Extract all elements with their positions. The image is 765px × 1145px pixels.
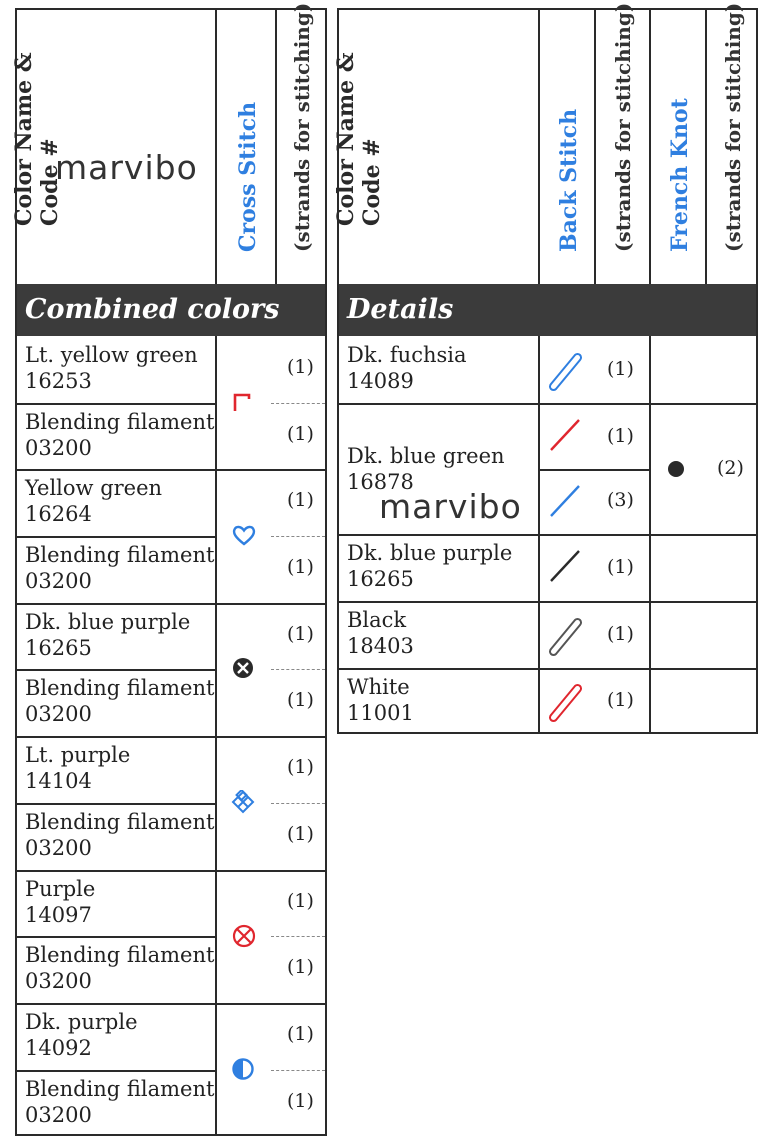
strand-count: (1) — [287, 1089, 314, 1112]
combined-color-row — [17, 736, 325, 869]
strand-count: (1) — [607, 555, 634, 578]
section-combined-colors: Combined colors — [17, 284, 325, 336]
color-name: Blending filament — [25, 409, 215, 434]
circle-x-filled-icon — [231, 656, 255, 684]
header-strands — [277, 2, 325, 284]
strand-count: (1) — [607, 425, 634, 447]
color-name: 03200 — [25, 702, 92, 727]
half-divider — [17, 669, 217, 671]
color-name: Blending filament — [25, 943, 215, 968]
color-name: Dk. blue purple — [347, 541, 513, 565]
color-name: 14104 — [25, 769, 92, 794]
color-name: Purple — [25, 876, 96, 901]
color-name: Lt. purple — [25, 743, 131, 768]
row-divider — [17, 1003, 325, 1005]
color-name: Dk. purple — [25, 1010, 138, 1034]
strand-count: (1) — [287, 422, 314, 445]
strand-count: (1) — [287, 822, 314, 845]
header-strands-back — [596, 2, 651, 284]
column-divider — [215, 469, 217, 602]
color-code: 14089 — [347, 369, 414, 393]
detail-row — [339, 534, 758, 601]
row-divider — [339, 403, 758, 405]
header-color-name — [11, 10, 217, 284]
color-name: 03200 — [25, 969, 92, 994]
knot-strand-count: (2) — [717, 456, 744, 479]
row-divider — [339, 534, 758, 536]
header-color-name-right — [333, 10, 540, 284]
header-french-knot — [651, 10, 707, 284]
circle-x-icon — [231, 923, 257, 953]
color-name: Dk. blue purple — [25, 609, 191, 634]
column-divider — [215, 736, 217, 869]
color-name: Blending filament — [25, 1076, 215, 1101]
color-name: Yellow green — [25, 476, 163, 501]
blue-line-icon — [545, 481, 585, 525]
strand-divider — [271, 536, 325, 537]
color-name: 03200 — [25, 435, 92, 460]
strand-count: (1) — [287, 889, 314, 912]
header-cross-stitch — [217, 10, 277, 284]
dot-icon — [666, 459, 686, 483]
column-divider — [538, 534, 540, 601]
strand-count: (1) — [607, 357, 634, 380]
double-line-blue-icon — [545, 348, 585, 396]
column-divider — [538, 336, 540, 403]
column-divider — [215, 336, 217, 469]
half-divider — [17, 403, 217, 405]
row-divider — [339, 601, 758, 603]
column-divider — [649, 403, 651, 534]
color-name: 16253 — [25, 369, 92, 393]
combined-color-row — [17, 469, 325, 602]
header-strands-back-label: (strands for stitching) — [611, 2, 635, 252]
color-name: 14092 — [25, 1036, 92, 1060]
column-divider — [215, 1003, 217, 1136]
watermark: marvibo — [379, 487, 522, 526]
strand-count: (1) — [287, 489, 314, 512]
header-color-name-line1: Color Name & — [11, 52, 37, 226]
strand-count: (1) — [287, 556, 314, 579]
half-divider — [17, 936, 217, 938]
strand-count: (1) — [287, 756, 314, 779]
red-line-icon — [545, 415, 585, 459]
half-divider — [17, 1070, 217, 1072]
color-name: 16265 — [25, 635, 92, 660]
header-strands-knot — [707, 2, 758, 284]
details-table — [333, 2, 758, 734]
strand-count: (1) — [287, 1023, 314, 1045]
black-line-icon — [545, 546, 585, 590]
column-divider — [215, 603, 217, 736]
color-name: Blending filament — [25, 543, 215, 568]
watermark: marvibo — [55, 148, 198, 187]
color-name: Dk. fuchsia — [347, 343, 467, 367]
color-code: 16878 — [347, 470, 414, 494]
header-code-line2: Code # — [37, 138, 63, 226]
header-back-stitch — [540, 10, 596, 284]
row-divider — [17, 870, 325, 872]
double-line-gray-icon — [545, 613, 585, 661]
header-french-knot-label: French Knot — [667, 98, 693, 252]
half-divider — [538, 469, 649, 471]
color-name: Blending filament — [25, 809, 215, 834]
color-name: 03200 — [25, 1102, 92, 1127]
color-name: 03200 — [25, 835, 92, 860]
color-name: 16264 — [25, 502, 92, 527]
color-name: Dk. blue green — [347, 444, 505, 468]
color-code: 16265 — [347, 567, 414, 591]
strand-count: (1) — [287, 689, 314, 712]
column-divider — [649, 668, 651, 734]
combined-color-row — [17, 870, 325, 1003]
combined-color-row — [17, 1003, 325, 1136]
row-divider — [339, 668, 758, 670]
detail-row — [339, 403, 758, 534]
strand-count: (3) — [607, 488, 634, 511]
combined-color-row — [17, 336, 325, 469]
diamond-cross-icon — [231, 790, 255, 818]
detail-row — [339, 336, 758, 403]
strand-count: (1) — [287, 622, 314, 645]
column-divider — [215, 870, 217, 1003]
strand-divider — [271, 403, 325, 404]
color-name: Blending filament — [25, 676, 215, 701]
header-code-right-line2: Code # — [359, 138, 385, 226]
header-color-name-right-line1: Color Name & — [333, 52, 359, 226]
strand-count: (1) — [607, 622, 634, 645]
detail-row — [339, 601, 758, 668]
color-name: 03200 — [25, 569, 92, 594]
strand-count: (1) — [607, 689, 634, 711]
combined-colors-table — [11, 2, 327, 1136]
strand-divider — [271, 936, 325, 937]
header-strands-label: (strands for stitching) — [290, 2, 314, 252]
strand-count: (1) — [287, 356, 314, 378]
double-line-red-icon — [545, 679, 585, 727]
detail-row — [339, 668, 758, 734]
column-divider — [538, 668, 540, 734]
half-divider — [17, 536, 217, 538]
header-back-stitch-label: Back Stitch — [556, 108, 582, 252]
color-name: Lt. yellow green — [25, 343, 198, 367]
color-code: 11001 — [347, 701, 414, 725]
row-divider — [17, 469, 325, 471]
color-name: Black — [347, 608, 407, 632]
combined-color-row — [17, 603, 325, 736]
row-divider — [17, 736, 325, 738]
heart-icon — [231, 523, 257, 551]
strand-divider — [271, 669, 325, 670]
column-divider — [649, 601, 651, 668]
header-strands-knot-label: (strands for stitching) — [721, 2, 745, 252]
section-details: Details — [339, 284, 756, 336]
header-cross-stitch-label: Cross Stitch — [235, 101, 261, 252]
color-code: 18403 — [347, 634, 414, 658]
row-divider — [17, 603, 325, 605]
column-divider — [538, 601, 540, 668]
column-divider — [649, 534, 651, 601]
color-name: 14097 — [25, 902, 92, 927]
strand-divider — [271, 1070, 325, 1071]
half-circle-icon — [231, 1057, 255, 1085]
gamma-icon — [231, 390, 253, 418]
color-name: White — [347, 675, 410, 699]
strand-count: (1) — [287, 956, 314, 979]
column-divider — [649, 336, 651, 403]
half-divider — [17, 803, 217, 805]
strand-divider — [271, 803, 325, 804]
